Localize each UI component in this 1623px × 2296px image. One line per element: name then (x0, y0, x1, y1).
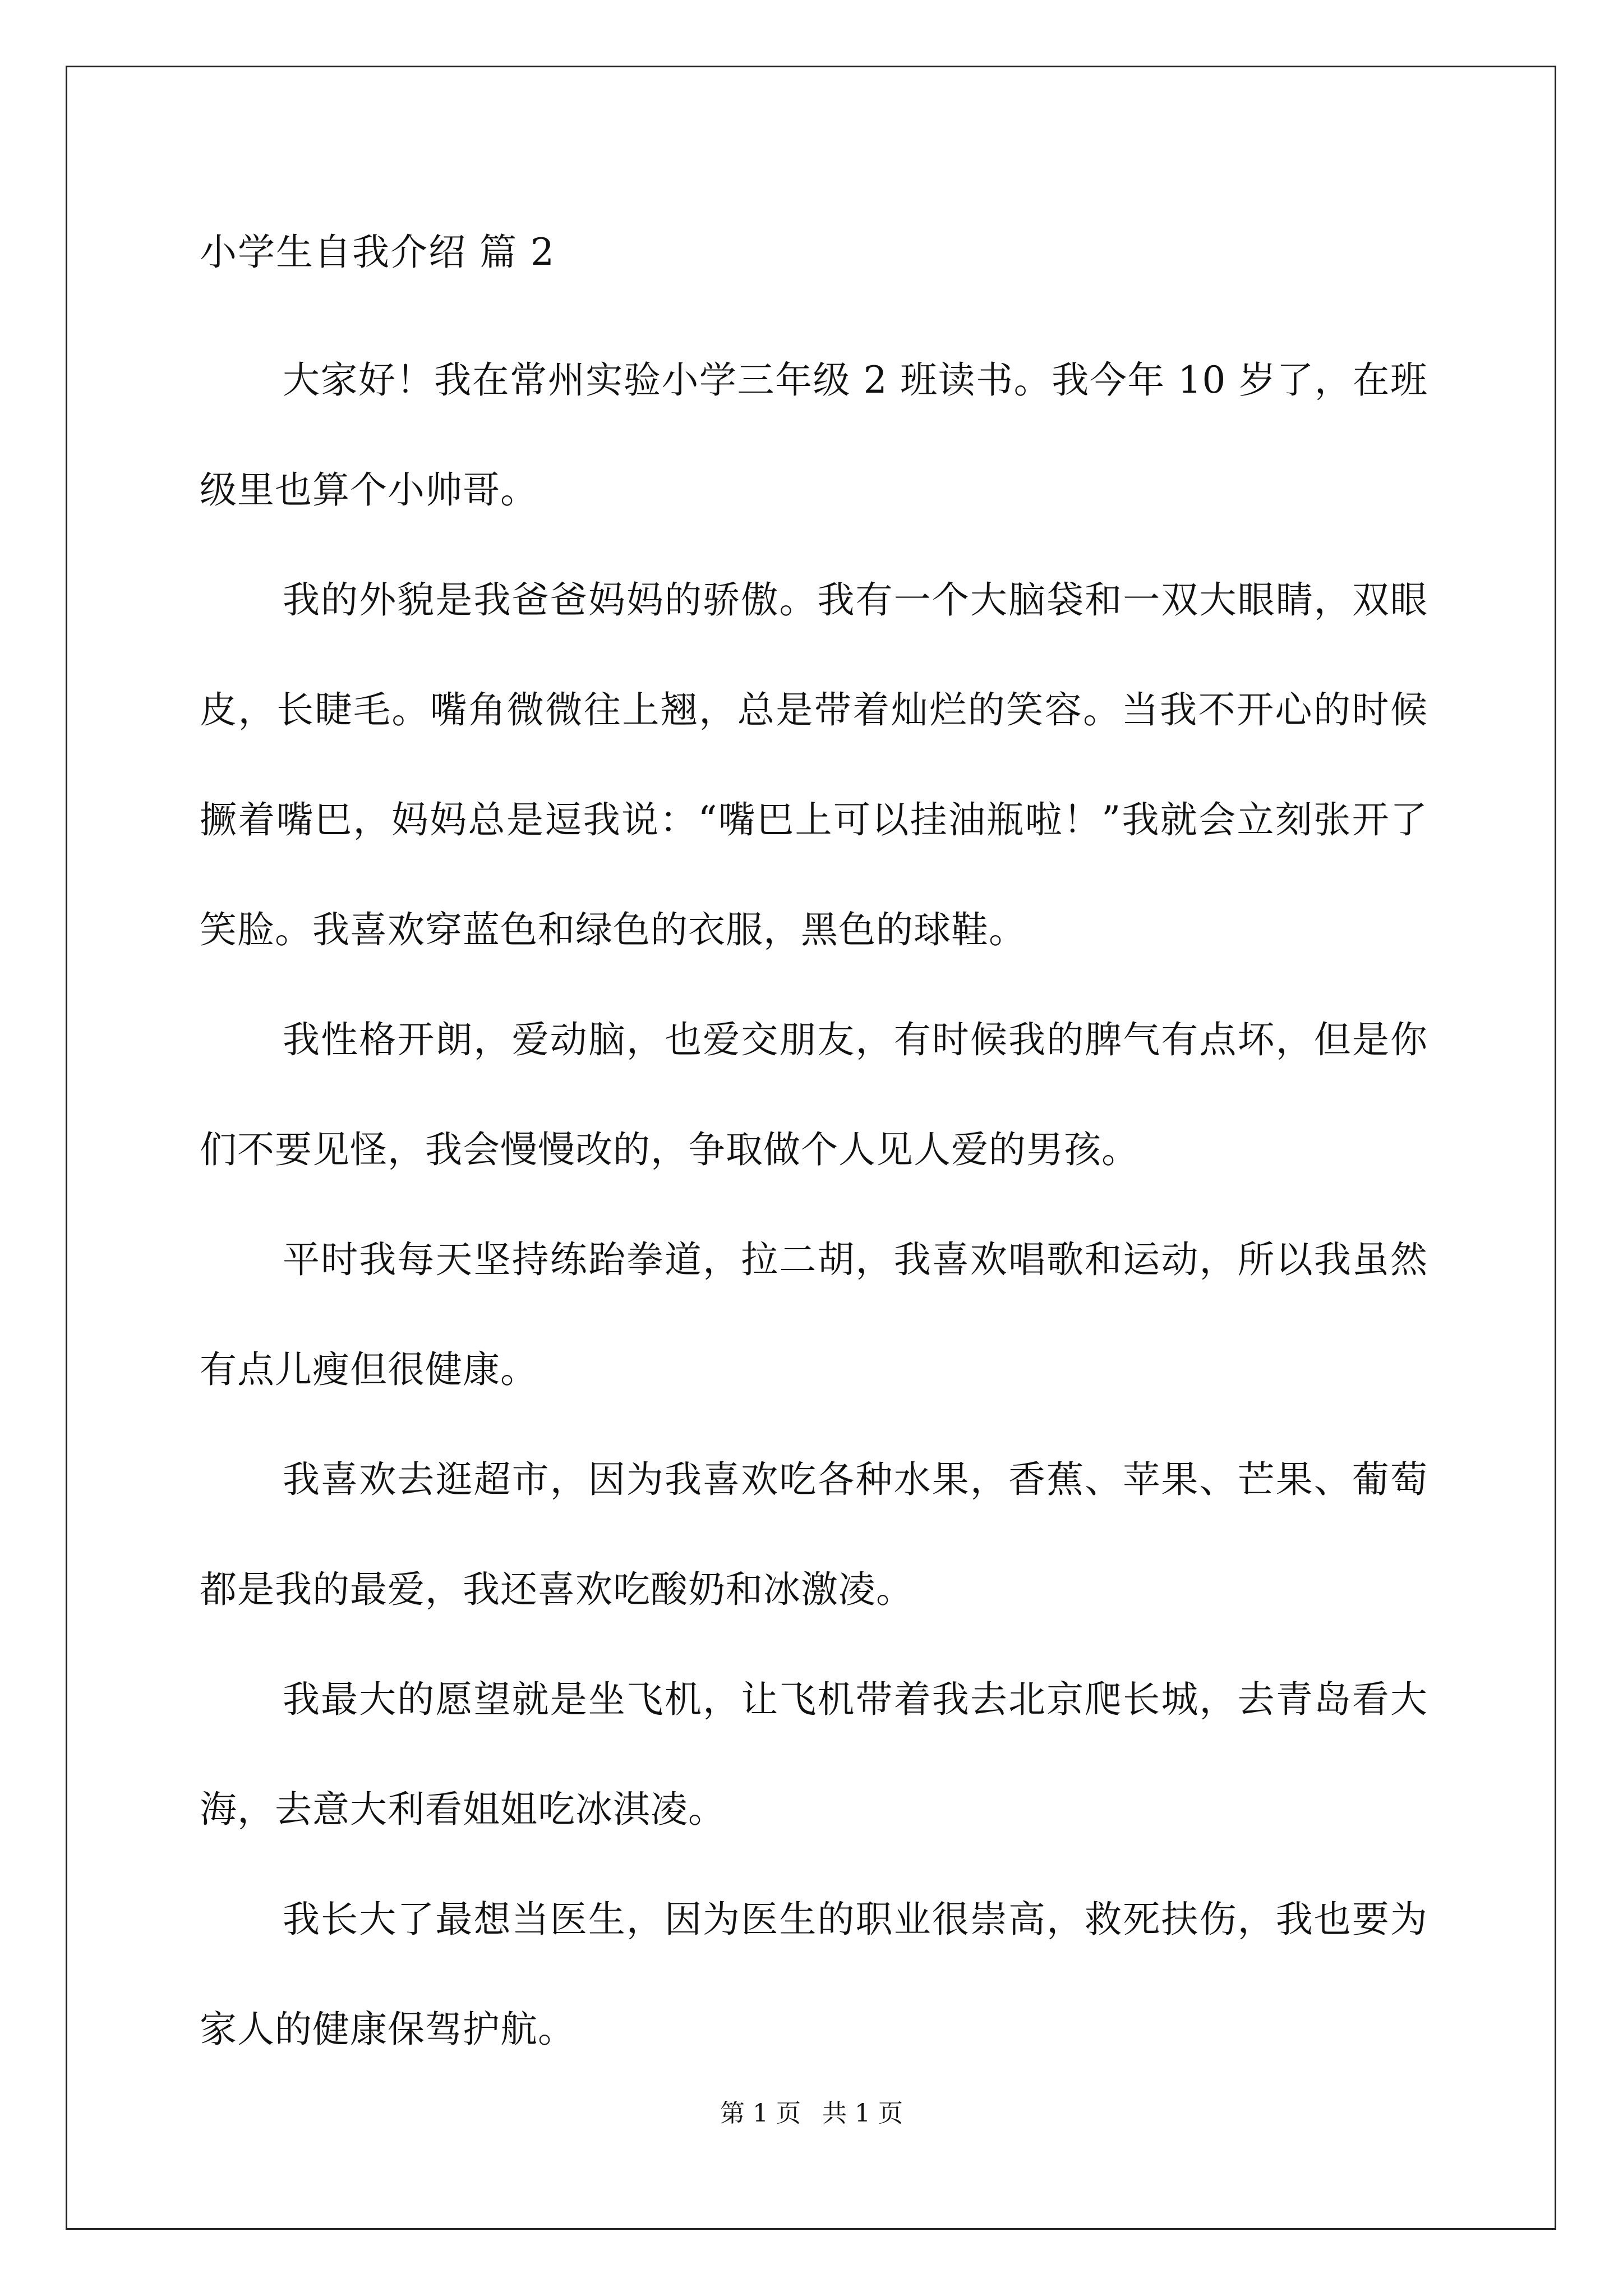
paragraph-appearance: 我的外貌是我爸爸妈妈的骄傲。我有一个大脑袋和一双大眼睛，双眼皮，长睫毛。嘴角微微往上翘，总是带着灿烂的笑容。当我不开心的时候撅着嘴巴，妈妈总是逗我说：“嘴巴上可以挂油瓶啦！”我就会立刻张开了笑脸。我喜欢穿蓝色和绿色的衣服，黑色的球鞋。 (200, 578, 1428, 951)
paragraph-hobbies: 平时我每天坚持练跆拳道，拉二胡，我喜欢唱歌和运动，所以我虽然有点儿瘦但很健康。 (200, 1238, 1428, 1391)
page-number-current: 第 1 页 (720, 2099, 801, 2128)
page-footer (0, 2097, 1623, 2131)
paragraph-intro: 大家好！我在常州实验小学三年级 2 班读书。我今年 10 岁了，在班级里也算个小帅哥。 (200, 358, 1428, 512)
paragraph-wish: 我最大的愿望就是坐飞机，让飞机带着我去北京爬长城，去青岛看大海，去意大利看姐姐吃冰淇凌。 (200, 1678, 1428, 1831)
paragraph-food: 我喜欢去逛超市，因为我喜欢吃各种水果，香蕉、苹果、芒果、葡萄都是我的最爱，我还喜欢吃酸奶和冰激凌。 (200, 1458, 1428, 1611)
paragraph-personality: 我性格开朗，爱动脑，也爱交朋友，有时候我的脾气有点坏，但是你们不要见怪，我会慢慢改的，争取做个人见人爱的男孩。 (200, 1018, 1428, 1171)
document-title: 小学生自我介绍 篇 2 (200, 231, 555, 274)
page-number-total: 共 1 页 (822, 2099, 903, 2128)
paragraph-future: 我长大了最想当医生，因为医生的职业很崇高，救死扶伤，我也要为家人的健康保驾护航。 (200, 1898, 1428, 2051)
document-body (200, 219, 1428, 2085)
